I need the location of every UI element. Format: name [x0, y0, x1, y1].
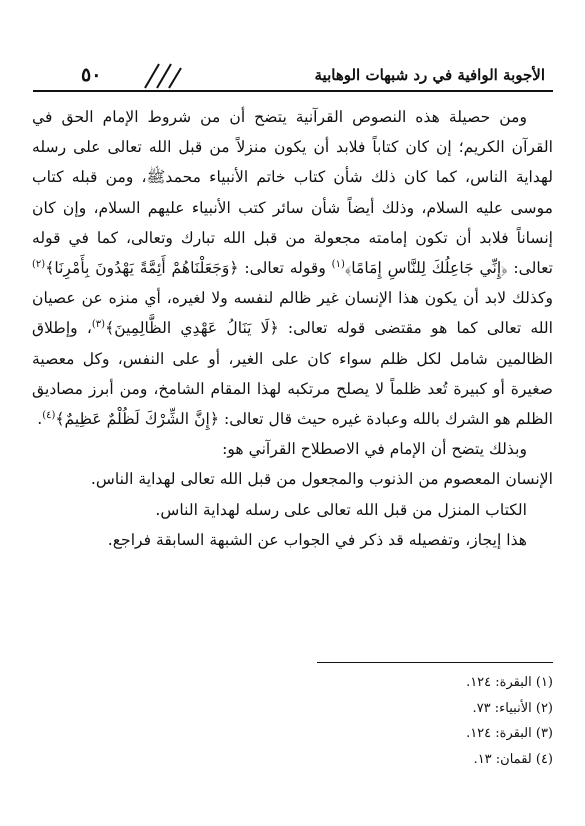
footnote-ref: (٣) — [91, 319, 106, 331]
definition-book: الكتاب المنزل من قبل الله تعالى على رسله لهداية الناس. — [155, 500, 527, 519]
footnote: (٤) لقمان: ١٣. — [473, 751, 553, 767]
header-ornament-icon — [143, 62, 183, 90]
footnote-ref: (٢) — [32, 258, 46, 270]
footnote: (٣) البقرة: ١٢٤. — [466, 726, 553, 741]
page-header — [33, 62, 553, 92]
footnote-ref: (٤) — [42, 409, 56, 421]
footnote: (١) البقرة: ١٢٤. — [466, 675, 553, 690]
paragraph-conclusion: وبذلك يتضح أن الإمام في الاصطلاح القرآني هو: — [222, 440, 527, 459]
paragraph-imam-conditions — [32, 102, 553, 434]
paragraph-text: ، وإطلاق الظالمين شامل لكل ظلم سواء كان على الغير، أو على النفس، وكل معصية صغيرة أو كبيرة تُعد ظلماً لا يصلح مرتكبه لهذا المقام الشامخ، ومن أبرز مصاديق الظلم هو الشرك بالله وعبادة غيره حيث قال تعالى: ﴿إِنَّ الشِّرْكَ لَظُلْمٌ عَظِيمٌ﴾ — [32, 319, 553, 429]
running-title: الأجوبة الوافية في رد شبهات الوهابية — [314, 66, 545, 84]
footnote-divider — [317, 662, 553, 663]
footnotes — [260, 670, 553, 772]
page-number: ٥٠ — [81, 64, 102, 86]
paragraph-text: . — [37, 410, 43, 429]
paragraph-text: ومن حصيلة هذه النصوص القرآنية يتضح أن من شروط الإمام الحق في القرآن الكريم؛ إن كان كتاباً فلابد أن يكون منزلاً من قبل الله تعالى على رسله لهداية الناس، كما كان ذلك شأن كتاب خاتم الأنبياء محمدﷺ، ومن قبله كتاب موسى عليه السلام، وذلك أيضاً شأن سائر كتب الأنبياء عليهم السلام، وإن كان إنساناً فلابد أن تكون إمامته مجعولة من قبل الله تبارك وتعالى، كما في قوله تعالى: ﴿إِنِّي جَاعِلُكَ لِلنَّاسِ إِمَامًا﴾ — [32, 108, 553, 278]
paragraph-text: وقوله تعالى: ﴿وَجَعَلْنَاهُمْ أَئِمَّةً يَهْدُونَ بِأَمْرِنَا﴾ — [45, 259, 332, 278]
footnote-ref: (١) — [331, 258, 345, 270]
definition-human: الإنسان المعصوم من الذنوب والمجعول من قبل الله تعالى لهداية الناس. — [90, 470, 553, 489]
paragraph-summary: هذا إيجاز، وتفصيله قد ذكر في الجواب عن الشبهة السابقة فراجع. — [107, 530, 527, 549]
footnote: (٢) الأنبياء: ٧٣. — [472, 700, 553, 716]
paragraph-text: وكذلك لابد أن يكون هذا الإنسان غير ظالم لنفسه ولا لغيره، أي منزه عن عصيان الله تعالى كما هو مقتضى قوله تعالى: ﴿لَا يَنَالُ عَهْدِي الظَّالِمِينَ﴾ — [32, 289, 553, 338]
main-text — [32, 102, 553, 555]
